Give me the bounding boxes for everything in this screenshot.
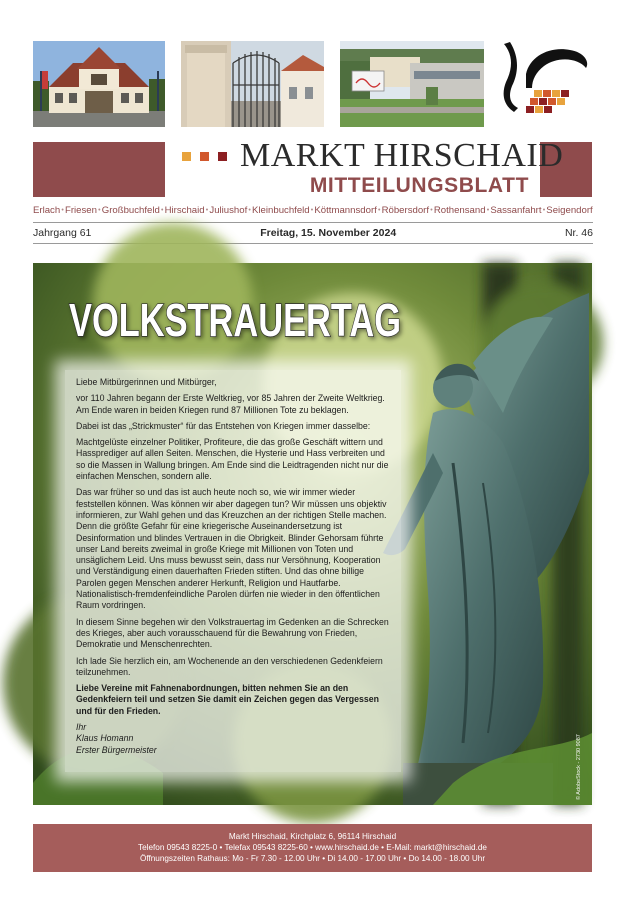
issue-volume: Jahrgang 61 [33,227,92,239]
village-separator: • [430,207,433,214]
gate-photo [181,41,324,127]
village-name: Juliushof [209,205,248,216]
footer-address: Markt Hirschaid, Kirchplatz 6, 96114 Hirschaid [228,832,397,841]
village-separator: • [161,207,164,214]
village-name: Erlach [33,205,61,216]
issue-date: Freitag, 15. November 2024 [260,227,397,239]
letter-paragraph: Ich lade Sie herzlich ein, am Wochenende an den verschiedenen Gedenkfeiern teilzunehmen. [76,655,383,677]
letter-salutation: Liebe Mitbürgerinnen und Mitbürger, [76,377,217,387]
building-photo [340,41,484,127]
signer-name: Klaus Homann [76,733,134,744]
letter-paragraph: Machtgelüste einzelner Politiker, Profiteure, die das große Geschäft wittern und Hassprediger auf allen Seiten. Menschen, die Hysterie und Hass verbreiten und so die Massen in Wallung bringen. Am Ende sind die Leidtragenden nicht nur die einfachen Menschen, sondern alle. [76,437,389,482]
cover-headline [66,292,406,348]
accent-square [218,152,227,161]
masthead-subtitle: MITTEILUNGSBLATT [309,174,529,197]
letter-text [76,377,394,756]
letter-paragraph: Dabei ist das „Strickmuster“ für das Entstehen von Kriegen immer dasselbe: [76,420,371,431]
village-separator: • [486,207,490,214]
letter-appeal: Liebe Vereine mit Fahnenabordnungen, bitten nehmen Sie an den Gedenkfeiern teil und setzen Sie damit ein Zeichen gegen das Vergessen und für den Frieden. [76,683,379,716]
village-separator: • [248,207,251,214]
photo-credit: © AdobeStock - 2730 9087 [576,734,582,800]
village-name: Sassanfahrt [490,205,542,216]
village-name: Rothensand [433,205,486,216]
footer-hours: Öffnungszeiten Rathaus: Mo - Fr 7.30 - 12.00 Uhr • Di 14.00 - 17.00 Uhr • Do 14.00 - 18.00 Uhr [139,854,486,863]
village-separator: • [98,207,101,214]
village-separator: • [205,207,209,214]
issue-number: Nr. 46 [564,227,593,239]
masthead-block-left [33,142,165,197]
letter-paragraph: vor 110 Jahren begann der Erste Weltkrieg, vor 85 Jahren der Zweite Weltkrieg. Am Ende waren in beiden Kriegen rund 87 Millionen Tote zu beklagen. [76,393,385,415]
footer [33,824,592,872]
letter-paragraph: Das war früher so und das ist auch heute noch so, wie wir immer wieder feststellen können. Was können wir aber dagegen tun? Wir müssen uns objektiv informieren, zur Wahl gehen und das Kreuzchen an der richtigen Stelle machen. Denn die größte Gefahr für eine kriegerische Auseinandersetzung ist Desinformation und blindes Vertrauen in die Obrigkeit. Blinder Gehorsam führte unser Land bereits zweimal in große Kriege mit Millionen von Toten und unsäglichem Leid. Uns muss bewusst sein, dass nur Versöhnung, Kooperation und Verständigung einen dauerhaften Frieden stiften. Und das ohne billige Parolen gegen Menschen anderer Herkunft, Religion und Hautfarbe. Nationalistisch-fremdenfeindliche Parolen dürfen nie wieder in den öffentlichen Raum vordringen. [76,487,387,611]
accent-square [200,152,209,161]
village-separator: • [61,207,64,214]
headline-text: VOLKSTRAUERTAG [69,294,401,346]
village-name: Großbuchfeld [101,205,160,216]
town-hall-photo [33,41,165,127]
hirschaid-logo-icon [500,38,592,120]
footer-contact: Telefon 09543 8225-0 • Telefax 09543 8225-60 • www.hirschaid.de • E-Mail: markt@hirschaid.de [137,843,487,852]
village-name: Hirschaid [164,205,205,216]
village-separator: • [310,207,314,214]
village-name: Röbersdorf [381,205,430,216]
village-name: Seigendorf [546,205,593,216]
village-list [33,205,593,216]
masthead-title: MARKT HIRSCHAID [240,137,564,174]
letter-paragraph: In diesem Sinne begehen wir den Volkstrauertag im Gedenken an die Schrecken des Krieges, aber auch vorausschauend für die Bewahrung von Frieden, Demokratie und Menschenrechten. [76,616,389,650]
signer-title: Erster Bürgermeister [76,744,157,755]
village-name: Kleinbuchfeld [252,205,310,216]
accent-square [182,152,191,161]
village-separator: • [377,207,381,214]
issue-bar [33,222,593,244]
village-name: Köttmannsdorf [314,205,377,216]
village-name: Friesen [64,205,97,216]
letter-closing: Ihr [76,722,87,733]
village-separator: • [542,207,546,214]
